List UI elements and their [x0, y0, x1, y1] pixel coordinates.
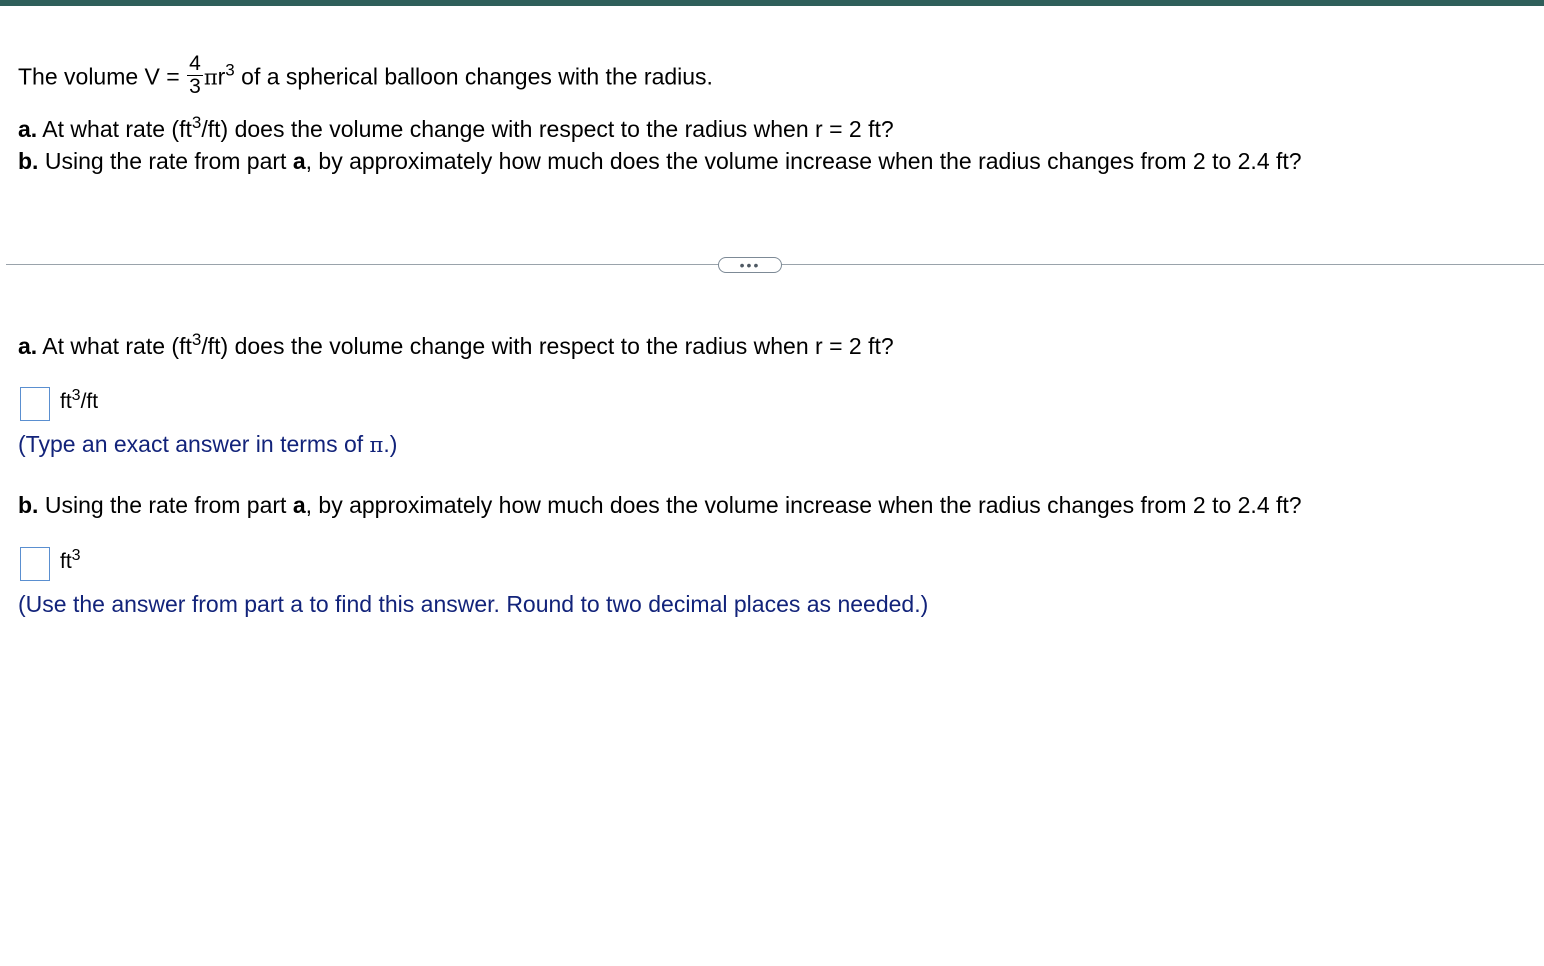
answer-a-unit	[60, 387, 99, 414]
fraction-denominator: 3	[189, 75, 201, 98]
part-b-text-before: Using the rate from part	[38, 492, 293, 518]
answer-a-unit-base: ft	[60, 390, 72, 413]
part-a-label: a.	[18, 116, 38, 142]
intro-prefix: The volume V	[18, 63, 160, 90]
part-b-text-after: , by approximately how much does the volume increase when the radius changes from 2 to 2.4 ft?	[305, 148, 1302, 174]
part-a-sup: 3	[191, 113, 202, 132]
pi-symbol: π	[203, 65, 218, 90]
radius-variable: r	[217, 63, 226, 90]
answer-a-hint-before: (Type an exact answer in terms of	[18, 431, 370, 457]
answer-a-input[interactable]	[20, 387, 50, 421]
answer-part-b-question	[18, 491, 1302, 519]
fraction	[187, 53, 203, 98]
answer-a-hint-pi: π	[369, 433, 384, 457]
cube-exponent: 3	[225, 60, 235, 80]
answer-a-unit-sup: 3	[71, 387, 81, 404]
part-a-text-after: /ft) does the volume change with respect to the radius when r = 2 ft?	[201, 116, 894, 142]
part-b-text-before: Using the rate from part	[38, 148, 293, 174]
answer-b-unit-base: ft	[60, 550, 72, 573]
equals-sign: =	[159, 63, 187, 90]
top-bar	[0, 0, 1544, 6]
question-part-b	[18, 147, 1302, 175]
answer-b-row	[20, 547, 81, 581]
answer-a-hint-after: .)	[383, 431, 398, 457]
answer-b-unit-sup: 3	[71, 547, 81, 564]
part-b-text-after: , by approximately how much does the volume increase when the radius changes from 2 to 2.4 ft?	[305, 492, 1302, 518]
intro-suffix: of a spherical balloon changes with the radius.	[234, 63, 713, 90]
part-b-label: b.	[18, 148, 39, 174]
answer-a-unit-suffix: /ft	[80, 390, 99, 413]
answer-b-hint: (Use the answer from part a to find this answer. Round to two decimal places as needed.)	[18, 591, 929, 617]
part-a-text-before: At what rate (ft	[37, 116, 192, 142]
part-b-bold-a: a	[292, 492, 306, 518]
answer-a-hint	[18, 430, 397, 459]
answer-b-unit	[60, 547, 81, 574]
part-a-text-after: /ft) does the volume change with respect to the radius when r = 2 ft?	[201, 333, 894, 359]
question-intro	[18, 52, 713, 101]
part-a-sup: 3	[191, 330, 202, 349]
answer-part-a-question	[18, 332, 894, 360]
part-a-text-before: At what rate (ft	[37, 333, 192, 359]
part-b-bold-a: a	[292, 148, 306, 174]
part-a-label: a.	[18, 333, 38, 359]
fraction-numerator: 4	[189, 52, 201, 75]
part-b-label: b.	[18, 492, 39, 518]
answer-b-input[interactable]	[20, 547, 50, 581]
question-part-a	[18, 115, 894, 143]
more-options-button[interactable]: •••	[718, 257, 782, 273]
answer-a-row	[20, 387, 98, 421]
